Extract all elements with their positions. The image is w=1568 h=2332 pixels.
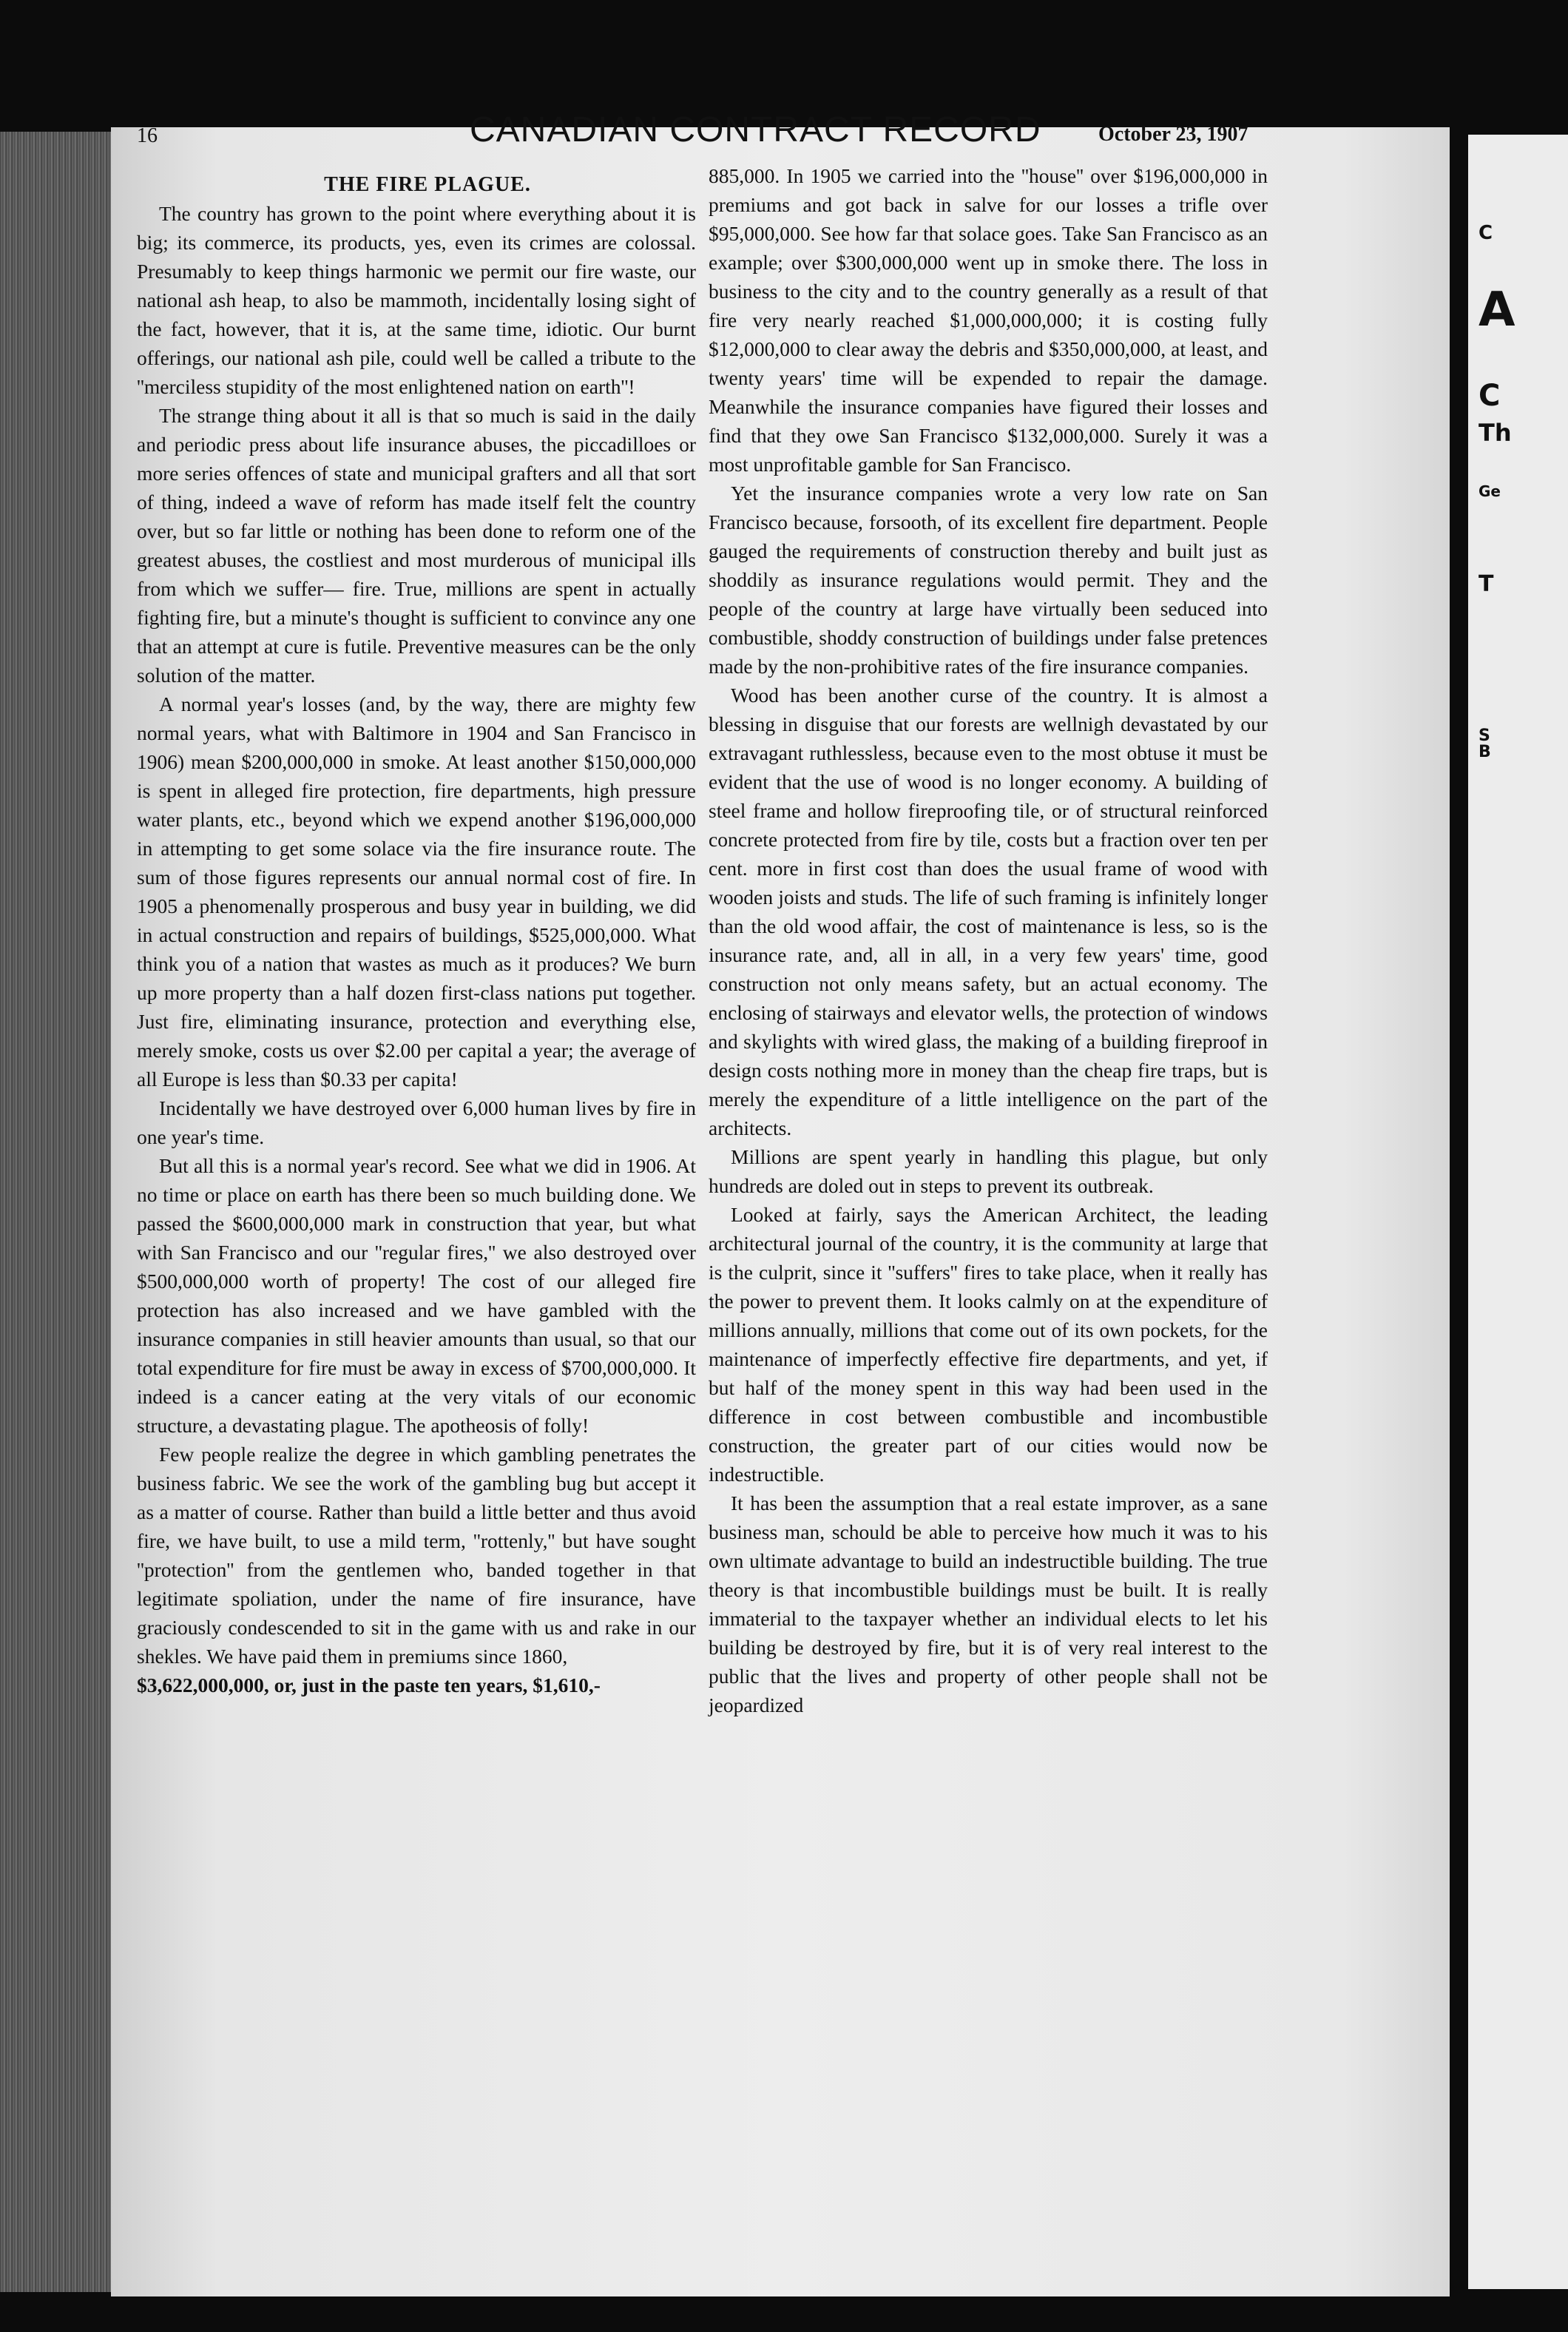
adjacent-page-fragment: S bbox=[1479, 727, 1490, 745]
issue-date: October 23, 1907 bbox=[1098, 123, 1248, 146]
paragraph: A normal year's losses (and, by the way, there are mighty few normal years, what with Baltimore in 1904 and San Francisco in 1906) mean $200,000,000 in smoke. At least another $150,000,000 is spent in alleged fire protection, fire departments, high pressure water plants, etc., beyond which we expend another $196,000,000 in attempting to get some solace via the fire insurance route. The sum of those figures represents our annual normal cost of fire. In 1905 a phenomenally prosperous and busy year in building, we did in actual construction and repairs of buildings, $525,000,000. What think you of a nation that wastes as much as it produces? We burn up more property than a half dozen first-class nations put together. Just fire, eliminating insurance, protection and everything else, merely smoke, costs us over $2.00 per capital a year; the average of all Europe is less than $0.33 per capita! bbox=[137, 692, 696, 1091]
adjacent-page-fragment: Ge bbox=[1479, 482, 1501, 500]
adjacent-page-fragment: Th bbox=[1479, 419, 1512, 447]
adjacent-page-fragment: T bbox=[1479, 571, 1494, 597]
paragraph: Wood has been another curse of the country. It is almost a blessing in disguise that our forests are wellnigh devastated by our extravagant ruthlessless, because even to the most obtuse it must be evident that the use of wood is no longer economy. A building of steel frame and hollow fireproofing tile, or of structural reinforced concrete protected from fire by tile, costs but a fraction over ten per cent. more in first cost than does the usual frame of wood with wooden joists and studs. The life of such framing is infinitely longer than the old wood affair, the cost of maintenance is less, so is the insurance rate, and, all in all, in a very few years' time, good construction not only means safety, but an actual economy. The enclosing of stairways and elevator wells, the protection of windows and skylights with wired glass, the making of a building fireproof in design costs nothing more in money than the cheap fire traps, but is merely the expenditure of a little intelligence on the part of the architects. bbox=[709, 684, 1268, 1139]
paragraph: Millions are spent yearly in handling this plague, but only hundreds are doled out in steps to prevent its outbreak. bbox=[709, 1145, 1268, 1197]
paragraph: But all this is a normal year's record. See what we did in 1906. At no time or place on earth has there been so much building done. We passed the $600,000,000 mark in construction that year, but what with San Francisco and our ''regular fires,'' we also destroyed over $500,000,000 worth of property! The cost of our alleged fire protection has also increased and we have gambled with the insurance companies in still heavier amounts than usual, so that our total expenditure for fire must be away in excess of $700,000,000. It indeed is a cancer eating at the very vitals of our economic structure, a devastating plague. The apotheosis of folly! bbox=[137, 1154, 696, 1437]
paragraph: The country has grown to the point where everything about it is big; its commerce, its products, yes, even its crimes are colossal. Presumably to keep things harmonic we permit our fire waste, our national ash heap, to also be mammoth, incidentally losing sight of the fact, however, that it is, at the same time, idiotic. Our burnt offerings, our national ash pile, could well be called a tribute to the ''merciless stupidity of the most enlightened nation on earth''! bbox=[137, 202, 696, 398]
adjacent-page-fragment: C bbox=[1479, 222, 1493, 244]
paragraph: Yet the insurance companies wrote a very low rate on San Francisco because, forsooth, of its excellent fire department. People gauged the requirements of construction thereby and built just as shoddily as insurance regulations would permit. They and the people of the country at large have virtually been seduced into combustible, shoddy construction of buildings under false pretences made by the non-prohibitive rates of the fire insurance companies. bbox=[709, 482, 1268, 678]
right-column bbox=[709, 161, 1268, 1719]
adjacent-page-fragment: C bbox=[1479, 379, 1501, 413]
paragraph: Incidentally we have destroyed over 6,000 human lives by fire in one year's time. bbox=[137, 1096, 696, 1148]
page-header bbox=[137, 109, 1291, 161]
page-number: 16 bbox=[137, 124, 158, 147]
adjacent-page-fragment: A bbox=[1479, 283, 1515, 337]
left-column bbox=[137, 170, 696, 1699]
paragraph: Looked at fairly, says the American Architect, the leading architectural journal of the country, it is the community at large that is the culprit, since it ''suffers'' fires to take place, when it really has the power to prevent them. It looks calmly on at the expenditure of millions annually, millions that come out of its own pockets, for the maintenance of imperfectly effective fire departments, and yet, if but half of the money spent in this way had been used in the difference in cost between combustible and incombustible construction, the greater part of our cities would now be indestructible. bbox=[709, 1203, 1268, 1486]
adjacent-page bbox=[1468, 135, 1568, 2289]
adjacent-page-fragment: B bbox=[1479, 743, 1491, 761]
article-title: THE FIRE PLAGUE. bbox=[324, 173, 531, 196]
paragraph: Few people realize the degree in which gambling penetrates the business fabric. We see the work of the gambling bug but accept it as a matter of course. Rather than build a little better and thus avoid fire, we have built, to use a mild term, ''rottenly,'' but have sought ''protection'' from the gentlemen who, banded together in that legitimate spoliation, under the name of fire insurance, have graciously condescended to sit in the game with us and rake in our shekles. We have paid them in premiums since 1860, bbox=[137, 1443, 696, 1668]
journal-title: CANADIAN CONTRACT RECORD bbox=[470, 110, 1041, 149]
paragraph-continued: 885,000. In 1905 we carried into the ''house'' over $196,000,000 in premiums and got back in salve for our losses a trifle over $95,000,000. See how far that solace goes. Take San Francisco as an example; over $300,000,000 went up in smoke there. The loss in business to the city and to the country generally as a result of that fire very nearly reached $1,000,000,000; it is costing fully $12,000,000 to clear away the debris and $350,000,000, at least, and twenty years' time will be expended to repair the damage. Meanwhile the insurance companies have figured their losses and find that they owe San Francisco $132,000,000. Surely it was a most unprofitable gamble for San Francisco. bbox=[709, 164, 1268, 476]
book-binding-edge bbox=[0, 132, 111, 2292]
paragraph-continuation: $3,622,000,000, or, just in the paste ten years, $1,610,- bbox=[137, 1674, 601, 1696]
paragraph: The strange thing about it all is that so much is said in the daily and periodic press about life insurance abuses, the piccadilloes or more series offences of state and municipal grafters and all that sort of thing, indeed a wave of reform has made itself felt the country over, but so far little or nothing has been done to reform one of the greatest abuses, the costliest and most murderous of municipal ills from which we suffer— fire. True, millions are spent in actually fighting fire, but a minute's thought is sufficient to convince any one that an attempt at cure is futile. Preventive measures can be the only solution of the matter. bbox=[137, 404, 696, 687]
paragraph: It has been the assumption that a real estate improver, as a sane business man, schould be able to perceive how much it was to his own ultimate advantage to build an indestructible building. The true theory is that incombustible buildings must be built. It is really immaterial to the taxpayer whether an individual elects to let his building be destroyed by fire, but it is of very real interest to the public that the lives and property of other people shall not be jeopardized bbox=[709, 1492, 1268, 1716]
